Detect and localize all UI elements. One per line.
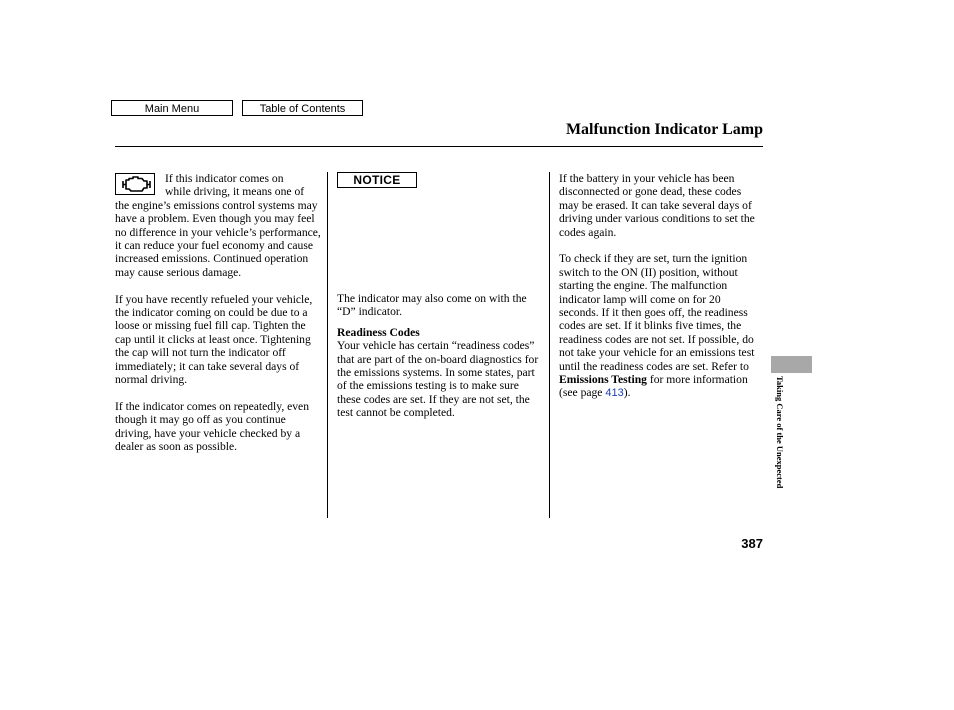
readiness-heading: Readiness Codes [337,325,420,339]
table-of-contents-button[interactable]: Table of Contents [242,100,363,116]
column-2 [337,172,542,420]
page-number: 387 [741,536,763,551]
title-rule [115,146,763,147]
section-tab [771,356,812,373]
page-link-413[interactable]: 413 [605,387,624,400]
emissions-testing-ref: Emissions Testing [559,373,647,387]
notice-label: NOTICE [337,172,417,188]
intro-line: while driving, it means one [165,185,292,199]
page-title: Malfunction Indicator Lamp [565,121,763,138]
battery-paragraph: If the battery in your vehicle has been disconnected or gone dead, these codes may be erased. It can take several days of driving under various conditions to set the codes again. [559,172,755,239]
refuel-paragraph: If you have recently refueled your vehicle, the indicator coming on could be due to a loose or missing fuel fill cap. Tighten the cap until it clicks at least once. Tightening the cap will not turn the indicator off immediately; it can take several days of normal driving. [115,292,313,387]
readiness-paragraph: Your vehicle has certain “readiness codes” that are part of the on-board diagnostics for the emissions systems. In some states, part of the emissions testing is to make sure these codes are set. If they are not set, the test cannot be completed. [337,339,539,420]
column-divider [549,172,550,518]
check-engine-icon [115,173,155,195]
column-divider [327,172,328,518]
check-codes-paragraph: To check if they are set, turn the ignition switch to the ON (II) position, without starting the engine. The malfunction indicator lamp will come on for 20 seconds. If it then goes off, the readiness codes are set. If it blinks five times, the readiness codes are not set. If possible, do not take your vehicle for an emissions test until the readiness codes are set. Refer to Emissions Testing for more information (see page 413). [559,252,755,400]
section-label: Taking Care of the Unexpected [775,376,785,489]
column-3 [559,172,763,401]
d-indicator-paragraph: The indicator may also come on with the “D” indicator. [337,292,527,319]
column-1 [115,172,321,454]
intro-line: If this indicator comes on [165,172,284,185]
intro-text: of the engine’s emissions control systems may have a problem. Even though you may feel no difference in your vehicle’s performance, it can reduce your fuel economy and cause increased emissions. Continued operation may cause serious damage. [115,185,321,279]
main-menu-button[interactable]: Main Menu [111,100,233,116]
repeat-paragraph: If the indicator comes on repeatedly, even though it may go off as you continue driving, have your vehicle checked by a dealer as soon as possible. [115,399,310,454]
